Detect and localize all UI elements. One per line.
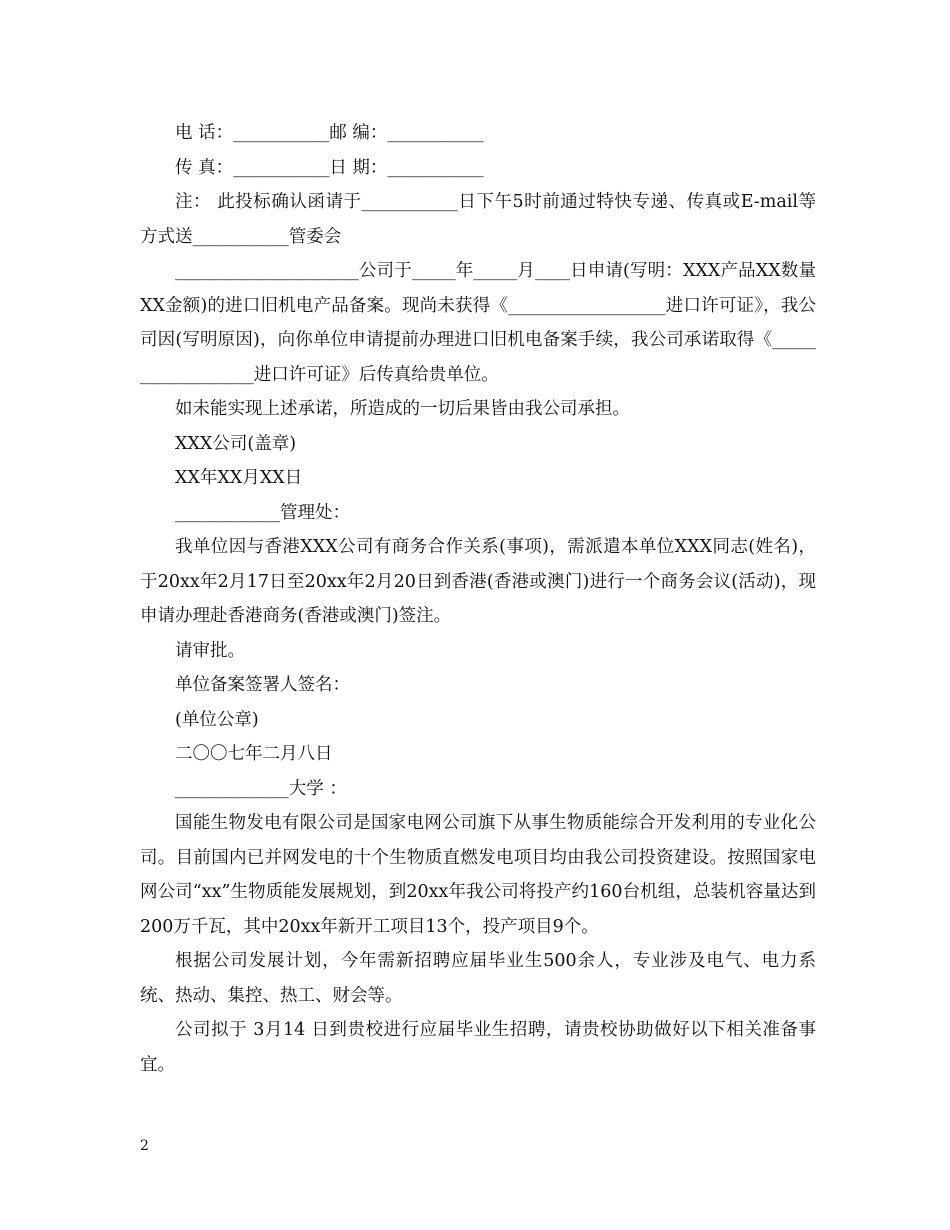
visa-application-paragraph: 我单位因与香港XXX公司有商务合作关系(事项)，需派遣本单位XXX同志(姓名)，于20xx年2月17日至20xx年2月20日到香港(香港或澳门)进行一个商务会议(活动)，现申请办理赴香港商务(香港或澳门)签注。	[140, 537, 816, 626]
campus-visit-paragraph: 公司拟于 3月14 日到贵校进行应届毕业生招聘，请贵校协助做好以下相关准备事宜。	[140, 1020, 816, 1075]
university-salutation: _____________大学 ：	[175, 778, 347, 799]
signatory-line: 单位备案签署人签名：	[175, 675, 350, 695]
recruitment-plan-paragraph: 根据公司发展计划，今年需新招聘应届毕业生500余人，专业涉及电气、电力系统、热动、集控、热工、财会等。	[140, 951, 816, 1006]
company-intro-paragraph: 国能生物发电有限公司是国家电网公司旗下从事生物质能综合开发利用的专业化公司。目前国内已并网发电的十个生物质直燃发电项目均由我公司投资建设。按照国家电网公司“xx”生物质能发展规划，到20xx年我公司将投产约160台机组，总装机容量达到200万千瓦，其中20xx年新开工项目13个，投产项目9个。	[140, 813, 816, 937]
signature-date-line: XX年XX月XX日	[175, 468, 303, 488]
import-application-paragraph: _____________________公司于_____年_____月____日申请(写明：XXX产品XX数量XX金额)的进口旧机电产品备案。现尚未获得《__________________进口许可证》，我公司因(写明原因)，向你单位申请提前办理进口旧机电备案手续，我公司承诺取得《__________________进口许可证》后传真给贵单位。	[140, 261, 816, 385]
chinese-date-line: 二〇〇七年二月八日	[175, 744, 333, 764]
management-office-salutation: ____________管理处：	[175, 502, 350, 523]
unit-seal-line: (单位公章)	[175, 709, 259, 730]
company-seal-line: XXX公司(盖章)	[175, 433, 297, 454]
page-number: 2	[140, 1138, 149, 1154]
bid-confirmation-note: 注： 此投标确认函请于___________日下午5时前通过特快专递、传真或E-mail等方式送___________管委会	[140, 192, 816, 247]
contact-fax-date-line: 传 真：___________日 期：___________	[175, 157, 484, 178]
document-body	[140, 116, 816, 1082]
commitment-paragraph: 如未能实现上述承诺，所造成的一切后果皆由我公司承担。	[175, 399, 630, 419]
approval-request-line: 请审批。	[175, 640, 245, 661]
contact-phone-postcode-line: 电 话：___________邮 编：___________	[175, 123, 484, 143]
